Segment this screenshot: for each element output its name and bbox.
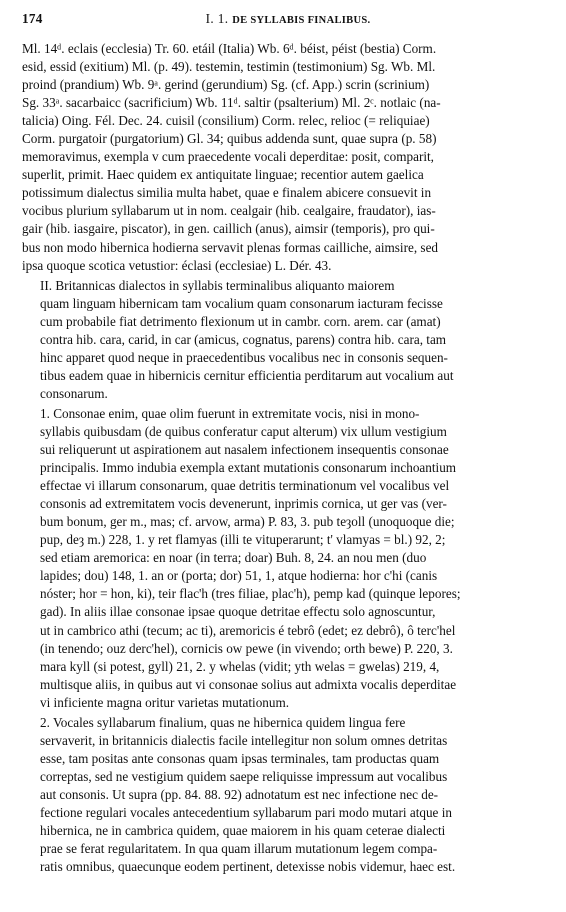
text-line: ipsa quoque scotica vetustior: éclasi (ecclesiae) L. Dér. 43. [22, 257, 332, 273]
text-line: consonis ad extremitatem vocis devenerunt, inprimis cornica, ut ger vas (ver- [40, 496, 447, 512]
text-line: proind (prandium) Wb. 9ᵃ. gerind (gerundium) Sg. (cf. App.) scrin (scrinium) [22, 77, 430, 93]
text-line: bum bonum, ger m., mas; cf. arvow, arma) P. 83, 3. pub teȝoll (unoquoque die; [40, 514, 455, 530]
text-line: (in tenendo; ouz derc'hel), cornicis ow pewe (in vivendo; orth bewe) P. 220, 3. [40, 640, 453, 656]
text-line: cum probabile fiat detrimento flexionum ut in cambr. corn. arem. car (amat) [40, 313, 441, 329]
text-line: nóster; hor = hon, ki), teir flac'h (tres filiae, plac'h), pemp kad (quinque lepores; [40, 586, 461, 602]
text-line: effectae vi illarum consonarum, quae detritis terminationum vel vocalibus vel [40, 478, 450, 494]
text-line: ut in cambrico athi (tecum; ac ti), aremoricis é tebrô (edet; ez debrô), ô terc'hel [40, 622, 456, 638]
paragraph [22, 40, 554, 275]
text-line: esid, essid (exitium) Ml. (p. 49). testemin, testimin (testimonium) Sg. Wb. Ml. [22, 59, 436, 75]
text-line: servaverit, in britannicis dialectis facile intellegitur non solum omnes detritas [40, 732, 448, 748]
text-line: Sg. 33ᵃ. sacarbaicc (sacrificium) Wb. 11ᵈ. saltir (psalterium) Ml. 2ᶜ. notlaic (na- [22, 95, 441, 111]
page-number: 174 [22, 11, 43, 26]
text-line: ratis omnibus, quaecunque eodem pertinent, detexisse nobis videmur, haec est. [40, 859, 456, 875]
text-line: fectione regulari vocales antecedentium syllabarum pari modo mutari atque in [40, 804, 452, 820]
text-line: potissimum dialectus similia multa habet, quae e finalem abicere consuevit in [22, 185, 432, 201]
text-line: talicia) Oing. Fél. Dec. 24. cuisil (consilium) Corm. relec, relioc (= reliquiae) [22, 113, 430, 129]
text-line: contra hib. cara, carid, in car (amicus, cognatus, parens) contra hib. cara, tam [40, 331, 447, 347]
text-line: lapides; dou) 148, 1. an or (porta; dor) 51, 1, atque hodierna: hor c'hi (canis [40, 568, 438, 584]
text-line: II. Britannicas dialectos in syllabis terminalibus aliquanto maiorem [40, 277, 395, 293]
paragraph [22, 405, 554, 712]
text-line: prae se ferat regularitatem. In qua quam illarum mutationum legem compa- [40, 841, 438, 857]
text-line: Ml. 14ᵈ. eclais (ecclesia) Tr. 60. etáil (Italia) Wb. 6ᵈ. béist, péist (bestia) Corm. [22, 41, 437, 56]
text-line: sui reliquerunt ut aspirationem aut nasalem infectionem insequentis consonae [40, 442, 449, 458]
paragraph [22, 714, 554, 876]
text-line: esse, tam positas ante consonas quam ipsas terminales, tam productas quam [40, 750, 440, 766]
text-line: vi inficiente magna oritur varietas mutationum. [40, 694, 290, 710]
text-line: principalis. Immo indubia exempla extant mutationis consonarum inchoantium [40, 460, 457, 476]
text-line: bus non modo hibernica hodierna servavit plenas formas cailliche, aimsire, sed [22, 239, 439, 255]
text-line: correptas, sed ne vestigium quidem saepe reliquisse impressum aut vocalibus [40, 768, 448, 784]
text-line: 2. Vocales syllabarum finalium, quas ne hibernica quidem lingua fere [40, 714, 406, 730]
running-head [22, 8, 554, 32]
text-line: gad). In aliis illae consonae ipsae quoque detritae effectu solo agnoscuntur, [40, 604, 436, 620]
text-line: superlit, primit. Haec quidem ex antiquitate linguae; recentior autem gaelica [22, 167, 424, 183]
text-line: vocibus plurium syllabarum ut in nom. cealgair (hib. cealgaire, fraudator), ias- [22, 203, 436, 219]
text-line: gair (hib. iasgaire, piscator), in gen. caillich (anus), aimsir (temporis), pro qui- [22, 221, 435, 237]
document-page [22, 8, 554, 904]
paragraph [22, 277, 554, 403]
text-line: Corm. purgatoir (purgatorium) Gl. 34; quibus addenda sunt, quae supra (p. 58) [22, 131, 437, 147]
text-line: syllabis quibusdam (de quibus conferatur caput alterum) vix ullum vestigium [40, 423, 447, 439]
text-line: aut consonis. Ut supra (pp. 84. 88. 92) adnotatum est nec infectione nec de- [40, 786, 439, 802]
section-number: I. 1. [205, 11, 229, 26]
chapter-title: DE SYLLABIS FINALIBUS. [232, 15, 371, 26]
text-line: quam linguam hibernicam tam vocalium quam consonarum iacturam fecisse [40, 295, 443, 311]
text-line: consonarum. [40, 385, 108, 401]
text-line: hibernica, ne in cambrica quidem, quae maiorem in his quam ceterae dialecti [40, 823, 446, 839]
text-line: 1. Consonae enim, quae olim fuerunt in extremitate vocis, nisi in mono- [40, 405, 420, 421]
page-header [22, 8, 554, 30]
text-line: tibus eadem quae in hibernicis cernitur efficientia perditarum aut vocalium aut [40, 367, 454, 383]
text-line: pup, deȝ m.) 228, 1. y ret flamyas (illi te vituperarunt; t' vlamyas = bl.) 92, 2; [40, 532, 446, 548]
text-line: sed etiam aremorica: en noar (in terra; doar) Buh. 8, 24. an nou men (duo [40, 550, 427, 566]
text-body [22, 40, 554, 876]
text-line: hinc apparet quod neque in praecedentibus vocalibus nec in consonis sequen- [40, 349, 448, 365]
text-line: mara kyll (si potest, gyll) 21, 2. y whelas (vidit; yth welas = gwelas) 219, 4, [40, 658, 440, 674]
text-line: multisque aliis, in quibus aut vi consonae solius aut admixta vocalis deperditae [40, 676, 457, 692]
text-line: memoravimus, exempla v cum praecedente vocali deperditae: posit, comparit, [22, 149, 434, 165]
